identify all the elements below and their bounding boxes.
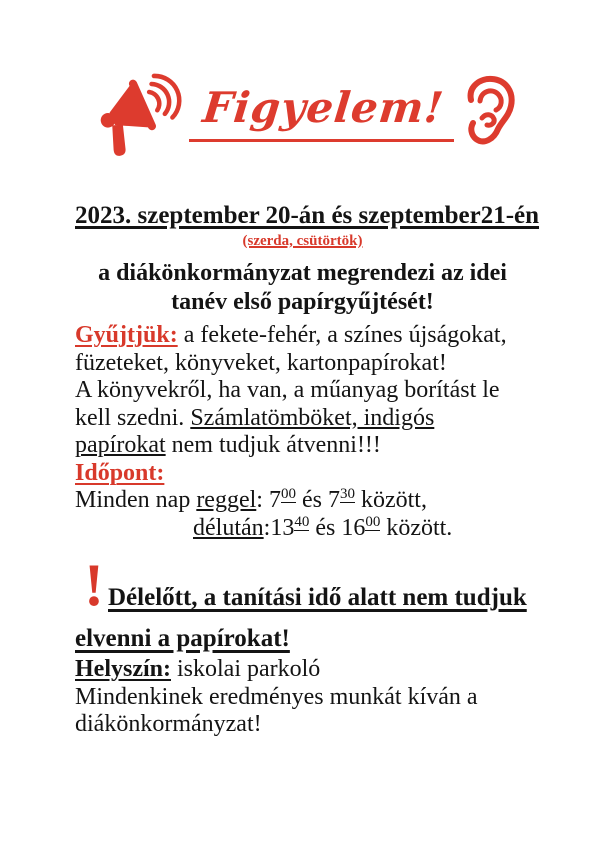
schedule-text: : [256,487,269,513]
body-text [75,322,530,542]
collect-line-2: füzeteket, könyveket, kartonpapírokat! [75,349,447,376]
schedule-text: és [309,514,342,541]
schedule-text: : [263,514,271,541]
time-minutes: 40 [294,513,310,530]
note-line-2 [75,405,530,433]
figyelem-underline [189,82,454,142]
location-label: Helyszín: [75,656,171,682]
note-line-3 [75,432,530,460]
time-minutes: 00 [365,513,381,530]
collect-line-1 [75,322,530,350]
time-hour: 16 [341,514,366,541]
schedule-label: Időpont: [75,459,165,486]
location-text: iskolai parkoló [171,656,321,682]
warning-line-2 [75,625,530,653]
time-hour: 7 [327,487,340,513]
time-minutes: 00 [280,486,296,502]
time-minutes: 30 [339,486,355,502]
note-text: nem tudjuk átvenni!!! [165,432,381,458]
date-heading-text: 2023. szeptember 20-án és szeptember21-én [75,202,540,229]
announcement-line-2: tanév első papírgyűjtését! [171,289,434,315]
figyelem-title: Figyelem! [200,82,447,132]
announcement-line-1: a diákönkormányzat megrendezi az idei [98,260,507,286]
warning-text: elvenni a papírokat! [75,625,290,652]
schedule-word-reggel: reggel [196,487,257,513]
megaphone-icon [85,69,185,159]
closing-line-2: diákönkormányzat! [75,711,262,737]
schedule-text: és [295,487,328,513]
collect-text: a fekete-fehér, a színes újságokat, [177,322,507,348]
date-heading [75,202,540,230]
closing-line-1: Mindenkinek eredményes munkát kíván a [75,683,478,710]
collect-label: Gyűjtjük: [75,322,178,348]
schedule-heading [75,460,530,488]
schedule-text: között, [354,487,427,513]
exclamation-icon: ! [84,552,104,618]
schedule-text: között. [380,514,453,541]
time-hour: 7 [268,487,281,513]
note-text: kell szedni. [75,404,191,431]
warning-line-1 [75,559,530,612]
note-underlined-text: papírokat [75,432,166,458]
location-line [75,656,530,684]
ear-icon [458,75,520,153]
time-hour: 13 [270,514,295,541]
schedule-word-delutan: délután [193,514,264,541]
note-line-1: A könyvekről, ha van, a műanyag borítást le [75,377,500,403]
warning-text: Délelőtt, a tanítási idő alatt nem tudjuk [108,584,527,611]
schedule-text: Minden nap [75,487,197,513]
schedule-afternoon-line [75,515,530,543]
days-subheading-text: (szerda, csütörtök) [242,233,363,249]
note-underlined-text: Számlatömböket, indigós [190,404,435,431]
days-subheading [75,233,530,250]
announcement [75,259,530,317]
figyelem-banner [75,70,530,158]
warning-block [75,552,530,653]
schedule-morning-line [75,487,530,515]
